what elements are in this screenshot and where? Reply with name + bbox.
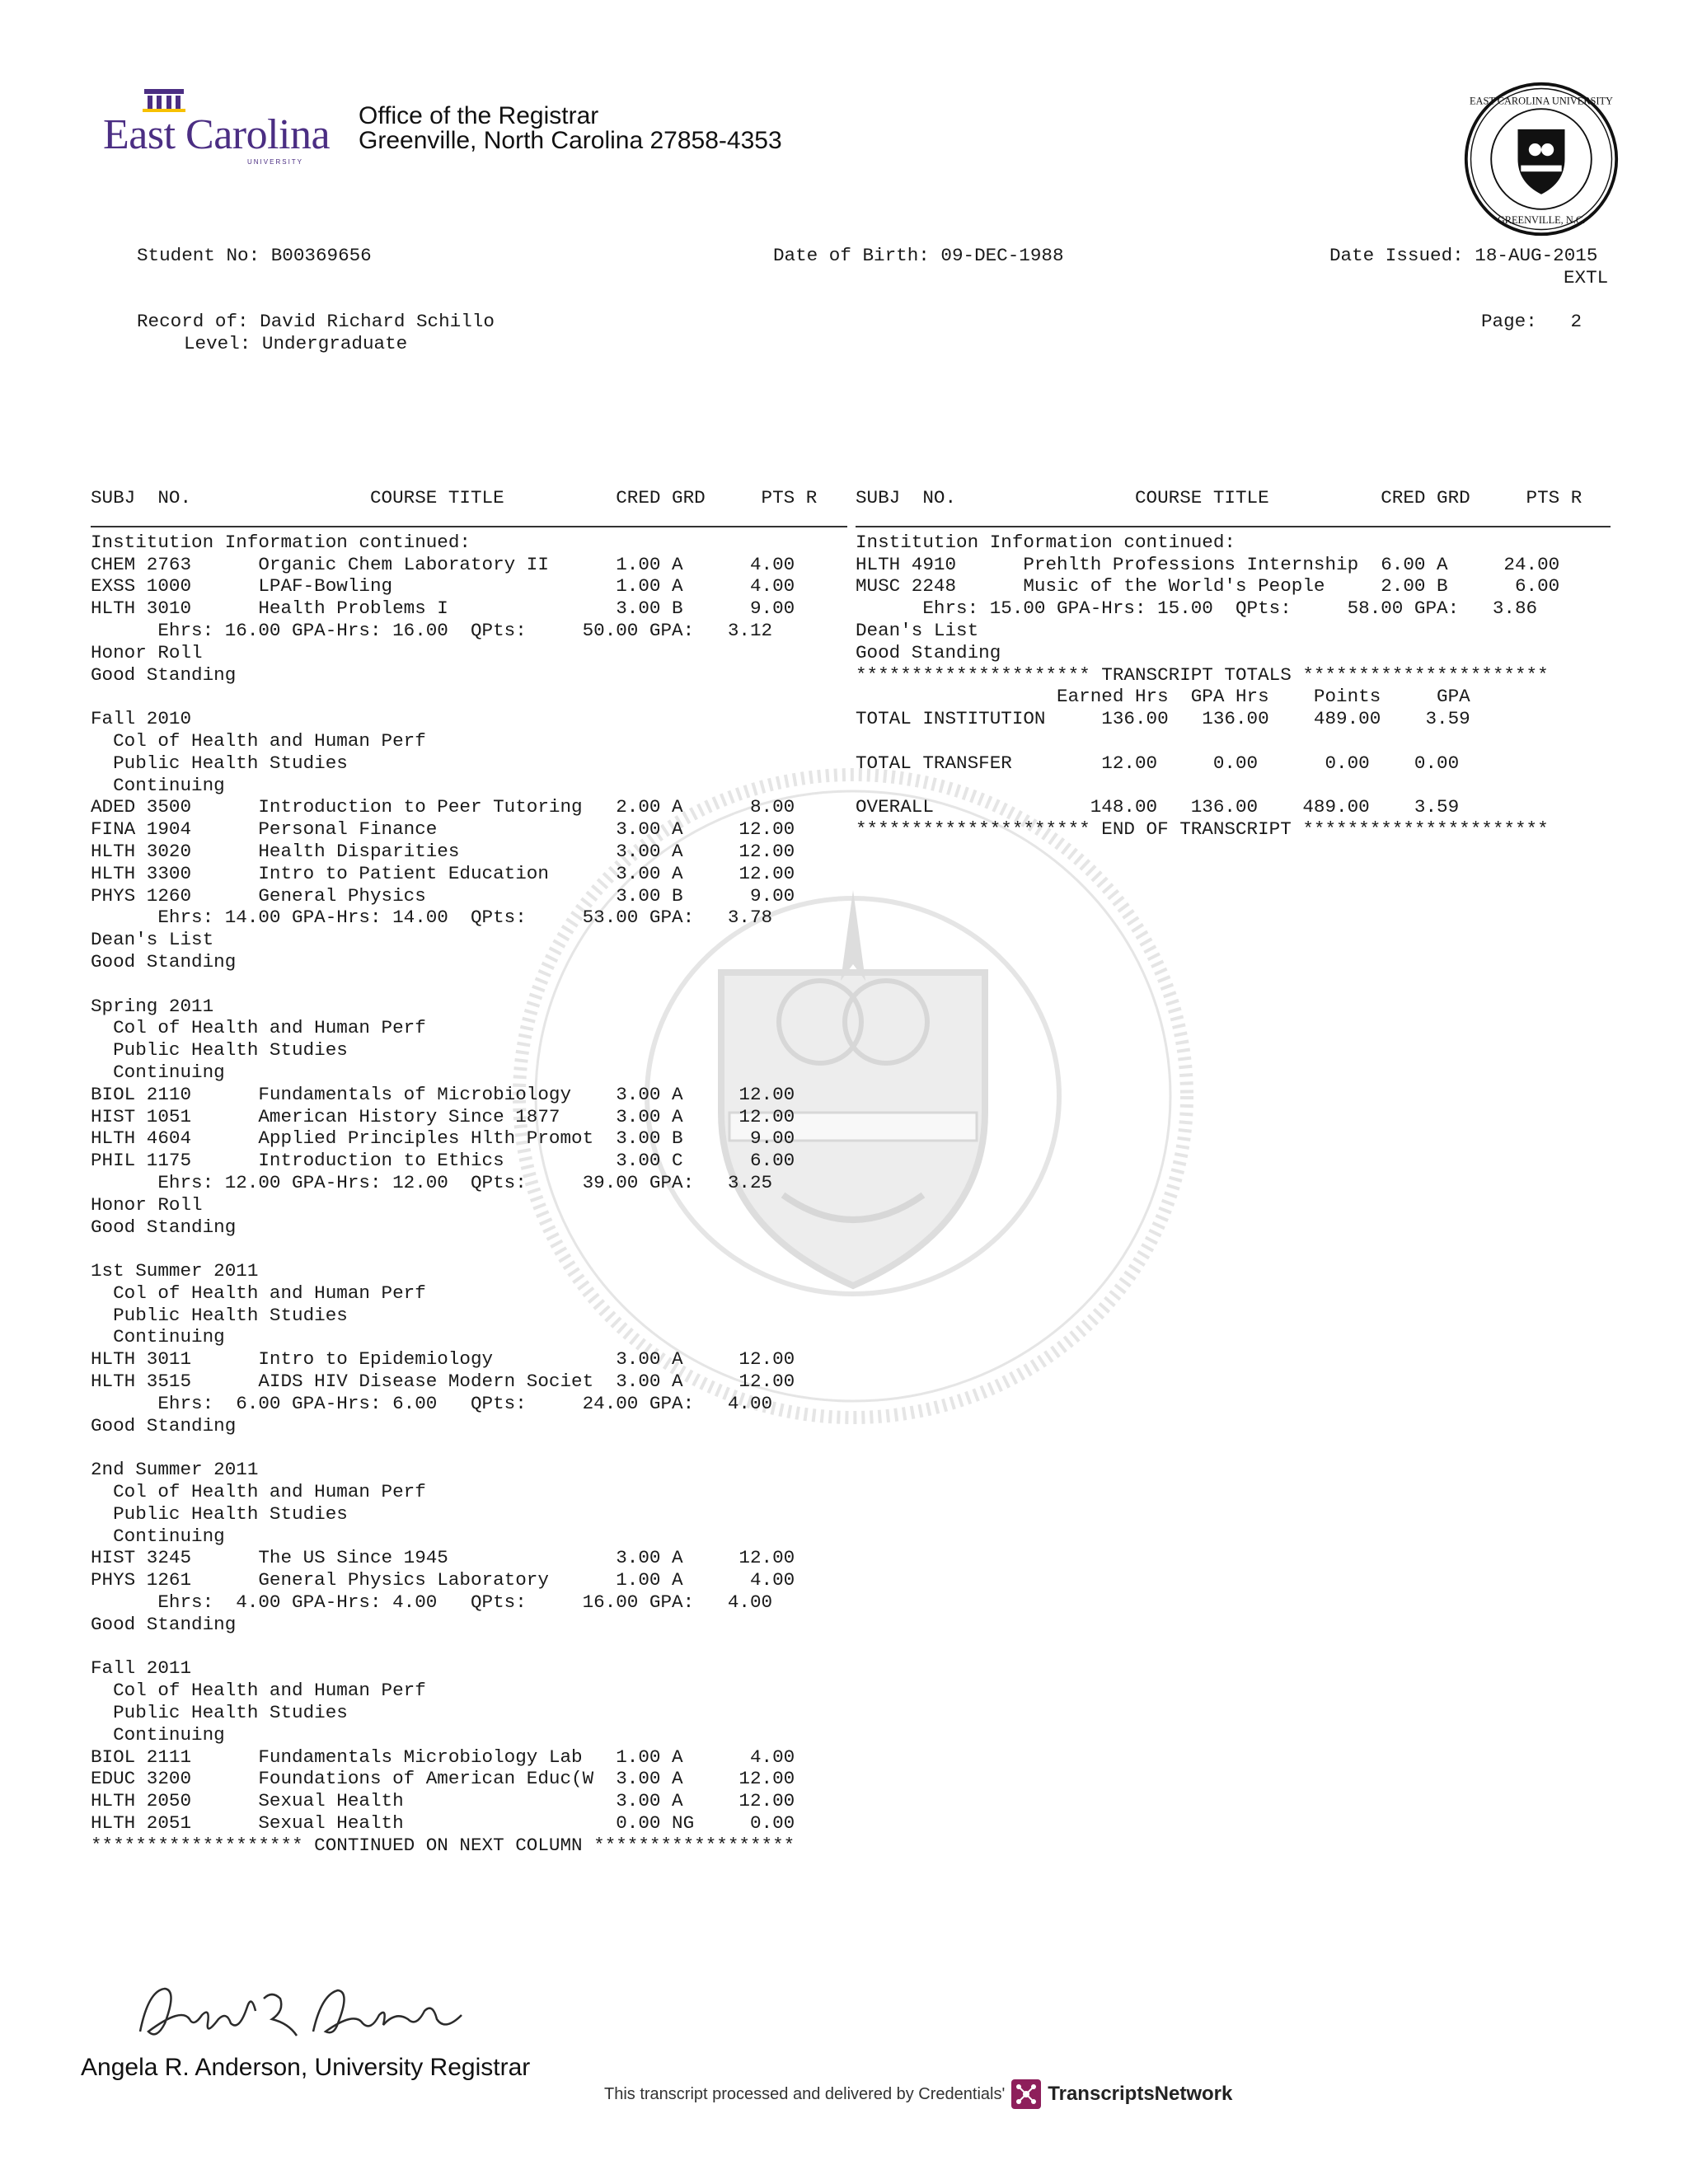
left-column-line xyxy=(91,1436,795,1459)
student-no xyxy=(137,245,372,267)
right-column-line xyxy=(856,509,1559,532)
right-column-line: Ehrs: 15.00 GPA-Hrs: 15.00 QPts: 58.00 GPA: 3.86 xyxy=(856,598,1538,620)
right-column-line: ********************* END OF TRANSCRIPT ********************** xyxy=(856,818,1549,841)
left-column-line: Col of Health and Human Perf xyxy=(91,1017,426,1039)
university-seal-icon xyxy=(1463,81,1620,237)
left-column-line: HLTH 3300 Intro to Patient Education 3.00 A 12.00 xyxy=(91,862,795,884)
left-column-line: Continuing xyxy=(91,1723,225,1746)
left-column-line: Good Standing xyxy=(91,1216,237,1238)
dob-value: 09-DEC-1988 xyxy=(940,245,1064,266)
left-column-line: Public Health Studies xyxy=(91,1039,348,1062)
dob-label: Date of Birth: xyxy=(773,245,930,266)
right-column-line xyxy=(856,775,1559,797)
right-column-line: OVERALL 148.00 136.00 489.00 3.59 xyxy=(856,796,1460,818)
left-column-line: 1st Summer 2011 xyxy=(91,1260,259,1282)
left-column-line: Continuing xyxy=(91,1525,225,1547)
left-column-line: 2nd Summer 2011 xyxy=(91,1459,259,1481)
left-column-line: HLTH 3011 Intro to Epidemiology 3.00 A 12.00 xyxy=(91,1348,795,1371)
page-label: Page: xyxy=(1481,311,1537,332)
page-value: 2 xyxy=(1570,311,1582,332)
left-column-line: HLTH 2050 Sexual Health 3.00 A 12.00 xyxy=(91,1790,795,1812)
left-column-line: Honor Roll xyxy=(91,1193,203,1216)
left-column-line: HLTH 3020 Health Disparities 3.00 A 12.00 xyxy=(91,840,795,862)
left-column-line: Continuing xyxy=(91,1061,225,1083)
left-column-line: Good Standing xyxy=(91,950,237,972)
office-line-1: Office of the Registrar xyxy=(359,102,599,129)
left-column-line: Col of Health and Human Perf xyxy=(91,1680,426,1702)
left-column-line xyxy=(91,1636,795,1658)
record-label: Record of: xyxy=(137,311,249,332)
ecu-logo-subtext: UNIVERSITY xyxy=(247,158,304,166)
right-column-line: Earned Hrs GPA Hrs Points GPA xyxy=(856,686,1470,708)
left-column-line: HLTH 4604 Applied Principles Hlth Promot 3.00 B 9.00 xyxy=(91,1127,795,1150)
date-of-birth xyxy=(773,245,1064,267)
left-column-line: EDUC 3200 Foundations of American Educ(W 3.00 A 12.00 xyxy=(91,1768,795,1790)
issued-code: EXTL xyxy=(1564,267,1609,288)
right-transcript-column xyxy=(856,509,1559,841)
left-column-line: HLTH 3010 Health Problems I 3.00 B 9.00 xyxy=(91,598,795,620)
left-column-line: Public Health Studies xyxy=(91,1304,348,1326)
left-column-line: Honor Roll xyxy=(91,641,203,663)
issued-value: 18-AUG-2015 xyxy=(1475,245,1598,266)
registrar-name: Angela R. Anderson, University Registrar xyxy=(81,2054,531,2081)
brand-name: TranscriptsNetwork xyxy=(1048,2083,1233,2105)
left-column-line: PHYS 1260 General Physics 3.00 B 9.00 xyxy=(91,884,795,907)
left-column-line: Ehrs: 12.00 GPA-Hrs: 12.00 QPts: 39.00 GPA: 3.25 xyxy=(91,1171,773,1193)
left-column-line xyxy=(91,686,795,708)
footer-credit xyxy=(604,2079,1232,2109)
left-column-line: FINA 1904 Personal Finance 3.00 A 12.00 xyxy=(91,818,795,841)
left-column-line: Public Health Studies xyxy=(91,752,348,774)
left-column-line: PHYS 1261 General Physics Laboratory 1.00 A 4.00 xyxy=(91,1569,795,1591)
page-number xyxy=(1481,311,1582,333)
right-column-line: TOTAL TRANSFER 12.00 0.00 0.00 0.00 xyxy=(856,752,1460,774)
seal-bottom-text: GREENVILLE, N.C. xyxy=(1497,213,1586,226)
date-issued xyxy=(1329,245,1597,267)
left-column-line: Ehrs: 16.00 GPA-Hrs: 16.00 QPts: 50.00 GPA: 3.12 xyxy=(91,619,773,641)
left-column-line: ******************* CONTINUED ON NEXT COLUMN ****************** xyxy=(91,1834,795,1856)
left-column-line: Public Health Studies xyxy=(91,1702,348,1724)
left-column-line: Ehrs: 4.00 GPA-Hrs: 4.00 QPts: 16.00 GPA: 4.00 xyxy=(91,1591,773,1614)
left-column-line: HIST 3245 The US Since 1945 3.00 A 12.00 xyxy=(91,1547,795,1569)
left-column-line: Institution Information continued: xyxy=(91,531,471,553)
office-line-2: Greenville, North Carolina 27858-4353 xyxy=(359,127,782,154)
left-column-header: SUBJ NO. COURSE TITLE CRED GRD PTS R xyxy=(91,487,818,509)
left-column-line: Fall 2010 xyxy=(91,708,192,730)
ecu-cupola-icon xyxy=(143,86,185,114)
student-no-label: Student No: xyxy=(137,245,260,266)
left-column-line: Fall 2011 xyxy=(91,1657,192,1680)
left-column-line: Continuing xyxy=(91,1326,225,1348)
level-value: Undergraduate xyxy=(261,333,408,354)
processed-text: This transcript processed and delivered by Credentials' xyxy=(604,2084,1006,2103)
right-column-line: MUSC 2248 Music of the World's People 2.00 B 6.00 xyxy=(856,575,1560,598)
issued-label: Date Issued: xyxy=(1329,245,1464,266)
left-column-line: Col of Health and Human Perf xyxy=(91,1481,426,1503)
left-column-line: EXSS 1000 LPAF-Bowling 1.00 A 4.00 xyxy=(91,575,795,598)
left-column-line: ADED 3500 Introduction to Peer Tutoring 2.00 A 8.00 xyxy=(91,796,795,818)
left-column-line: PHIL 1175 Introduction to Ethics 3.00 C 6.00 xyxy=(91,1150,795,1172)
right-column-line xyxy=(856,730,1559,752)
left-column-line: Dean's List xyxy=(91,929,214,951)
ecu-logo xyxy=(103,86,331,168)
left-column-line: BIOL 2110 Fundamentals of Microbiology 3.00 A 12.00 xyxy=(91,1083,795,1105)
left-transcript-column xyxy=(91,509,795,1857)
left-column-line: Good Standing xyxy=(91,1414,237,1436)
right-column-line: Dean's List xyxy=(856,619,979,641)
left-column-line: HLTH 2051 Sexual Health 0.00 NG 0.00 xyxy=(91,1812,795,1835)
left-column-line xyxy=(91,509,795,532)
left-column-line xyxy=(91,973,795,996)
level-label: Level: xyxy=(184,333,251,354)
right-column-line: Good Standing xyxy=(856,641,1001,663)
left-column-line: HIST 1051 American History Since 1877 3.00 A 12.00 xyxy=(91,1105,795,1127)
left-column-line: Good Standing xyxy=(91,663,237,686)
right-column-line: HLTH 4910 Prehlth Professions Internship 6.00 A 24.00 xyxy=(856,553,1560,575)
left-column-line: Good Standing xyxy=(91,1613,237,1635)
left-column-line: BIOL 2111 Fundamentals Microbiology Lab 1.00 A 4.00 xyxy=(91,1746,795,1768)
left-column-line: Ehrs: 6.00 GPA-Hrs: 6.00 QPts: 24.00 GPA: 4.00 xyxy=(91,1392,773,1414)
level xyxy=(184,333,407,355)
registrar-address xyxy=(359,104,782,153)
right-column-line: Institution Information continued: xyxy=(856,531,1236,553)
signature-text: Angela R. Anderson xyxy=(132,1974,141,1975)
left-column-line: Ehrs: 14.00 GPA-Hrs: 14.00 QPts: 53.00 GPA: 3.78 xyxy=(91,907,773,929)
right-column-line: TOTAL INSTITUTION 136.00 136.00 489.00 3.59 xyxy=(856,708,1470,730)
right-column-line: ********************* TRANSCRIPT TOTALS ********************** xyxy=(856,663,1549,686)
left-column-line: CHEM 2763 Organic Chem Laboratory II 1.00 A 4.00 xyxy=(91,553,795,575)
left-column-line: Continuing xyxy=(91,774,225,796)
transcripts-network-icon xyxy=(1011,2079,1041,2109)
left-column-line: Spring 2011 xyxy=(91,995,214,1017)
registrar-signature xyxy=(132,1974,478,2052)
left-column-line: Public Health Studies xyxy=(91,1502,348,1525)
left-column-line: Col of Health and Human Perf xyxy=(91,1282,426,1304)
left-column-line: HLTH 3515 AIDS HIV Disease Modern Societ 3.00 A 12.00 xyxy=(91,1371,795,1393)
ecu-logo-text: East Carolina xyxy=(103,111,331,158)
left-column-line: Col of Health and Human Perf xyxy=(91,729,426,752)
right-column-header: SUBJ NO. COURSE TITLE CRED GRD PTS R xyxy=(856,487,1582,509)
seal-top-text: EAST CAROLINA UNIVERSITY xyxy=(1470,95,1613,107)
student-no-value: B00369656 xyxy=(270,245,372,266)
left-column-line xyxy=(91,1238,795,1260)
record-name: David Richard Schillo xyxy=(260,311,495,332)
record-of xyxy=(137,311,495,333)
